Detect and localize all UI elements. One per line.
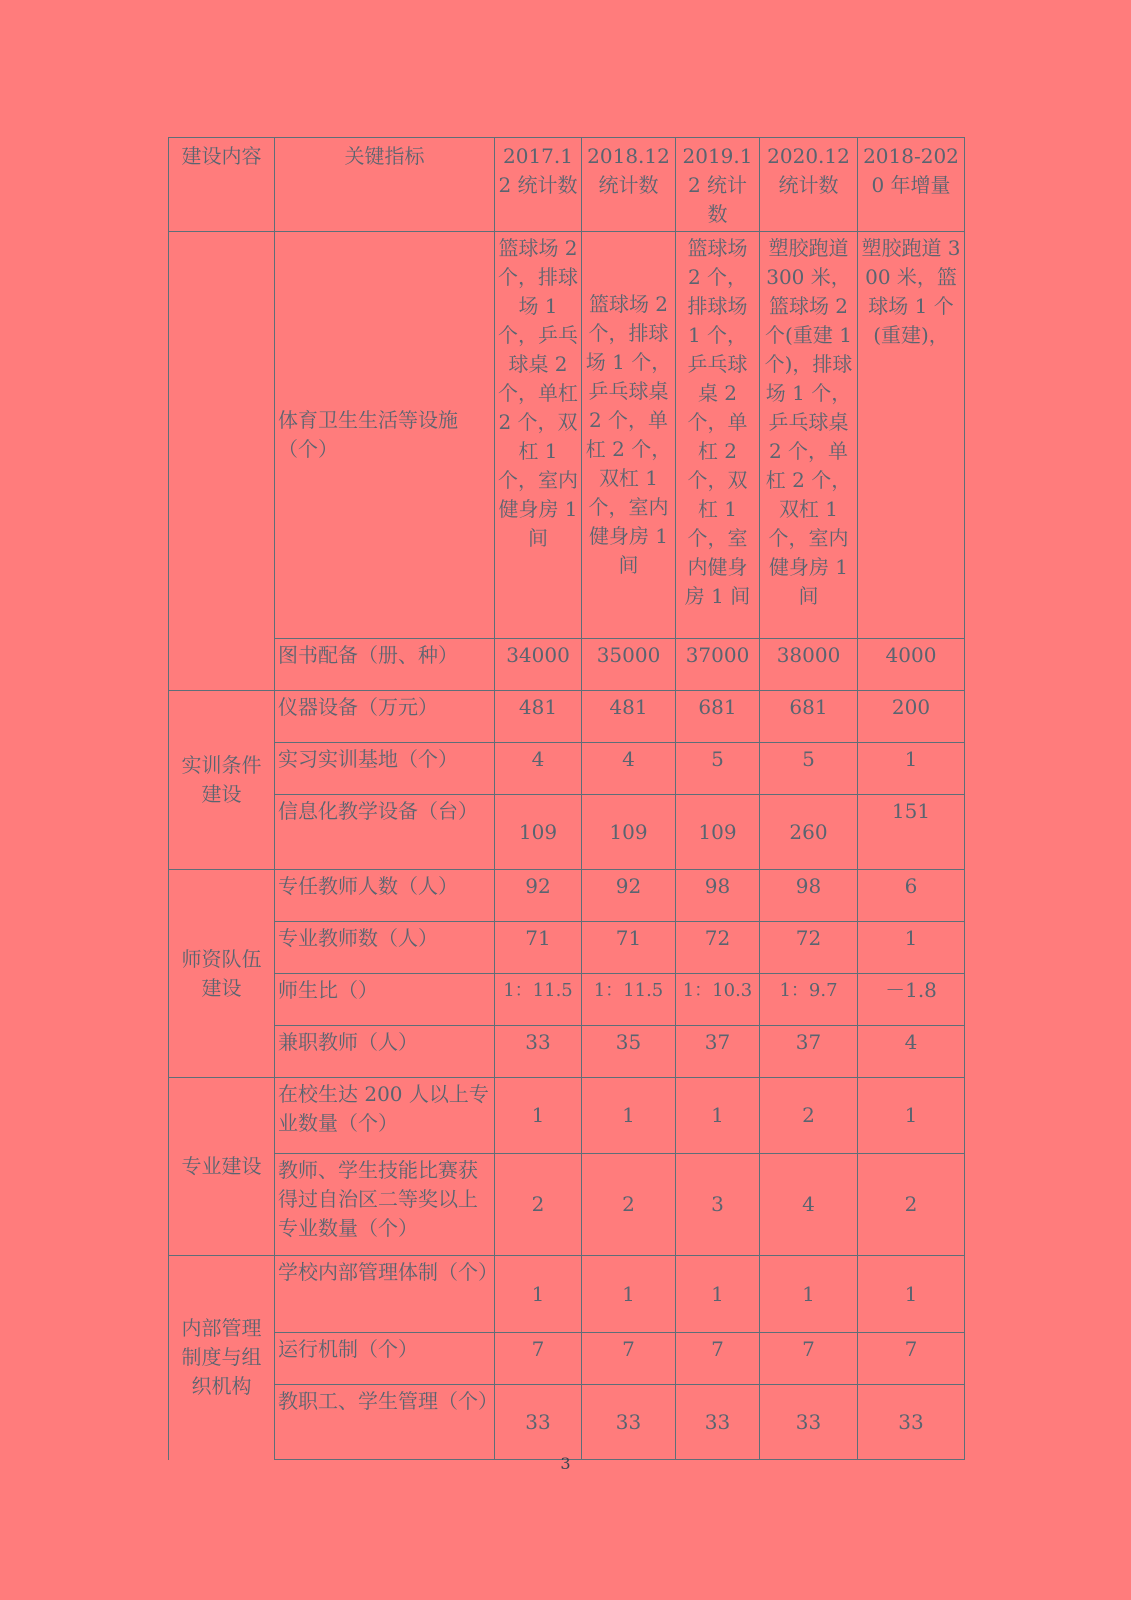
value-cell: 4000 [858, 639, 965, 691]
value-cell: 109 [582, 795, 676, 870]
value-cell: 4 [495, 743, 582, 795]
value-cell: 481 [495, 691, 582, 743]
indicator-cell: 兼职教师（人） [275, 1026, 495, 1078]
value-cell: 1：11.5 [495, 974, 582, 1026]
value-cell-2017: 篮球场 2 个，排球场 1 个，乒乓球桌 2 个，单杠 2 个，双杠 1 个，室内健身房 1 间 [495, 232, 582, 639]
indicator-cell: 教职工、学生管理（个） [275, 1385, 495, 1460]
value-cell: 2 [582, 1154, 676, 1256]
value-cell: 1 [858, 1256, 965, 1333]
header-indicator: 关键指标 [275, 138, 495, 232]
value-cell: －1.8 [858, 974, 965, 1026]
value-cell: 7 [495, 1333, 582, 1385]
indicator-cell: 实习实训基地（个） [275, 743, 495, 795]
value-cell: 260 [760, 795, 858, 870]
value-cell: 200 [858, 691, 965, 743]
indicator-cell: 专业教师数（人） [275, 922, 495, 974]
value-cell: 33 [495, 1385, 582, 1460]
value-cell: 4 [582, 743, 676, 795]
table-row [169, 922, 965, 974]
table-row [169, 1078, 965, 1154]
header-increment: 2018-2020 年增量 [858, 138, 965, 232]
value-cell: 1 [495, 1256, 582, 1333]
value-cell: 681 [760, 691, 858, 743]
value-cell: 71 [495, 922, 582, 974]
table-row-books [169, 639, 965, 691]
value-cell: 37 [676, 1026, 760, 1078]
header-2018: 2018.12 统计数 [582, 138, 676, 232]
value-cell: 92 [495, 870, 582, 922]
value-cell: 2 [495, 1154, 582, 1256]
value-cell: 35 [582, 1026, 676, 1078]
value-cell-2020: 塑胶跑道 300 米，篮球场 2 个(重建 1 个)，排球场 1 个，乒乓球桌 2 个，单杠 2 个，双杠 1 个，室内健身房 1 间 [760, 232, 858, 639]
table-row [169, 1154, 965, 1256]
table-row [169, 974, 965, 1026]
value-cell: 98 [760, 870, 858, 922]
value-cell: 33 [858, 1385, 965, 1460]
value-cell: 1 [582, 1078, 676, 1154]
indicator-cell: 专任教师人数（人） [275, 870, 495, 922]
value-cell: 72 [760, 922, 858, 974]
value-cell-increment: 塑胶跑道 300 米，篮球场 1 个(重建)， [858, 232, 965, 639]
value-cell: 6 [858, 870, 965, 922]
value-cell: 33 [495, 1026, 582, 1078]
value-cell: 38000 [760, 639, 858, 691]
value-cell: 109 [676, 795, 760, 870]
value-cell: 1 [676, 1078, 760, 1154]
indicator-cell: 学校内部管理体制（个） [275, 1256, 495, 1333]
table-row [169, 743, 965, 795]
value-cell: 37000 [676, 639, 760, 691]
value-cell: 5 [676, 743, 760, 795]
table-row [169, 1026, 965, 1078]
value-cell: 7 [858, 1333, 965, 1385]
indicator-cell: 在校生达 200 人以上专业数量（个） [275, 1078, 495, 1154]
value-cell: 7 [582, 1333, 676, 1385]
value-cell: 1：11.5 [582, 974, 676, 1026]
value-cell: 1 [858, 1078, 965, 1154]
indicator-cell: 教师、学生技能比赛获得过自治区二等奖以上专业数量（个） [275, 1154, 495, 1256]
category-cell-majors: 专业建设 [169, 1078, 275, 1256]
value-cell: 37 [760, 1026, 858, 1078]
category-cell-blank [169, 232, 275, 691]
value-cell: 109 [495, 795, 582, 870]
table-row [169, 1333, 965, 1385]
category-cell-training: 实训条件建设 [169, 691, 275, 870]
value-cell: 4 [760, 1154, 858, 1256]
value-cell: 71 [582, 922, 676, 974]
value-cell: 34000 [495, 639, 582, 691]
table-row [169, 795, 965, 870]
value-cell: 1 [760, 1256, 858, 1333]
table-row [169, 1256, 965, 1333]
value-cell: 35000 [582, 639, 676, 691]
category-cell-teachers: 师资队伍建设 [169, 870, 275, 1078]
indicator-cell: 信息化教学设备（台） [275, 795, 495, 870]
value-cell: 7 [760, 1333, 858, 1385]
value-cell: 1 [582, 1256, 676, 1333]
value-cell: 5 [760, 743, 858, 795]
value-cell: 1 [676, 1256, 760, 1333]
table-row [169, 870, 965, 922]
indicator-cell: 师生比（） [275, 974, 495, 1026]
value-cell: 1 [858, 922, 965, 974]
header-row [169, 138, 965, 232]
indicator-cell: 仪器设备（万元） [275, 691, 495, 743]
value-cell: 151 [858, 795, 965, 870]
value-cell: 4 [858, 1026, 965, 1078]
value-cell: 1：10.3 [676, 974, 760, 1026]
header-2017: 2017.12 统计数 [495, 138, 582, 232]
table-row-sports [169, 232, 965, 639]
header-category: 建设内容 [169, 138, 275, 232]
header-2020: 2020.12 统计数 [760, 138, 858, 232]
value-cell: 33 [760, 1385, 858, 1460]
value-cell: 3 [676, 1154, 760, 1256]
indicator-cell: 运行机制（个） [275, 1333, 495, 1385]
value-cell: 98 [676, 870, 760, 922]
value-cell: 1 [858, 743, 965, 795]
indicator-cell: 图书配备（册、种） [275, 639, 495, 691]
value-cell: 33 [676, 1385, 760, 1460]
header-2019: 2019.12 统计数 [676, 138, 760, 232]
value-cell: 681 [676, 691, 760, 743]
value-cell: 2 [760, 1078, 858, 1154]
page-number: 3 [560, 1454, 571, 1473]
value-cell-2018: 篮球场 2 个，排球场 1 个，乒乓球桌 2 个，单杠 2 个，双杠 1 个，室内健身房 1 间 [582, 232, 676, 639]
value-cell: 92 [582, 870, 676, 922]
indicator-cell: 体育卫生生活等设施（个） [275, 232, 495, 639]
value-cell-2019: 篮球场 2 个，排球场 1 个，乒乓球桌 2 个，单杠 2 个，双杠 1 个，室内健身房 1 间 [676, 232, 760, 639]
value-cell: 1 [495, 1078, 582, 1154]
table-row [169, 691, 965, 743]
value-cell: 481 [582, 691, 676, 743]
value-cell: 2 [858, 1154, 965, 1256]
category-cell-management: 内部管理制度与组织机构 [169, 1256, 275, 1460]
indicator-table [168, 137, 965, 1460]
value-cell: 1：9.7 [760, 974, 858, 1026]
value-cell: 7 [676, 1333, 760, 1385]
value-cell: 72 [676, 922, 760, 974]
value-cell: 33 [582, 1385, 676, 1460]
table-row [169, 1385, 965, 1460]
